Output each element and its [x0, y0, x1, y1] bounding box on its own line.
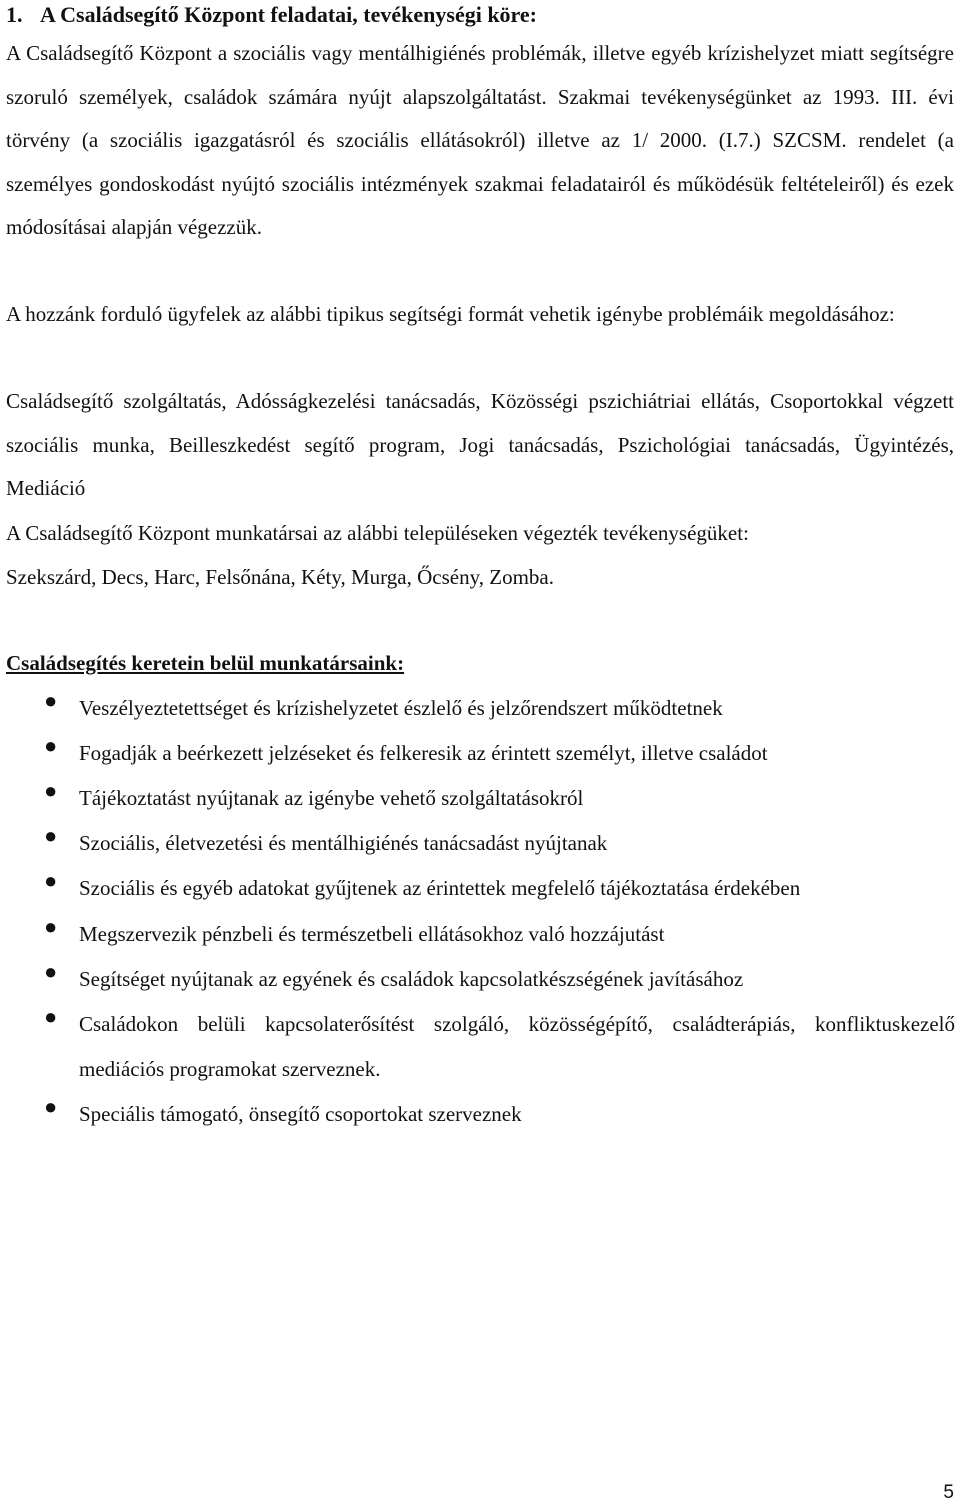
list-item-text: Családokon belüli kapcsolaterősítést szolgáló, közösségépítő, családterápiás, konfliktuskezelő mediációs programokat szerveznek.: [79, 1012, 955, 1081]
bullet-icon: ●: [44, 778, 58, 803]
settlements-intro: A Családsegítő Központ munkatársai az alábbi településeken végezték tevékenységüket:: [6, 521, 749, 545]
list-item-text: Speciális támogató, önsegítő csoportokat szerveznek: [79, 1102, 522, 1126]
list-item-text: Szociális, életvezetési és mentálhigiénés tanácsadást nyújtanak: [79, 831, 608, 855]
section-number: 1.: [6, 2, 23, 27]
list-item-text: Fogadják a beérkezett jelzéseket és felkeresik az érintett személyt, illetve családot: [79, 741, 768, 765]
list-item-text: Segítséget nyújtanak az egyének és családok kapcsolatkészségének javításához: [79, 967, 744, 991]
bullet-icon: ●: [44, 823, 58, 848]
list-item-text: Veszélyeztetettséget és krízishelyzetet észlelő és jelzőrendszert működtetnek: [79, 696, 723, 720]
settlements-list: Szekszárd, Decs, Harc, Felsőnána, Kéty, Murga, Őcsény, Zomba.: [6, 565, 554, 589]
services-paragraph: Családsegítő szolgáltatás, Adósságkezelési tanácsadás, Közösségi pszichiátriai ellátás, Csoportokkal végzett szociális munka, Beilleszkedést segítő program, Jogi tanácsadás, Pszichológiai tanácsadás, Ügyintézés, Mediáció: [6, 389, 954, 500]
bullet-icon: ●: [44, 1094, 58, 1119]
page-number: 5: [943, 1482, 954, 1503]
bullet-icon: ●: [44, 1004, 58, 1029]
bullet-icon: ●: [44, 868, 58, 893]
clients-paragraph: A hozzánk forduló ügyfelek az alábbi tipikus segítségi formát vehetik igénybe problémáik megoldásához:: [6, 302, 895, 326]
list-item-text: Megszervezik pénzbeli és természetbeli ellátásokhoz való hozzájutást: [79, 922, 665, 946]
staff-section-title: Családsegítés keretein belül munkatársaink:: [6, 651, 405, 675]
list-item-text: Tájékoztatást nyújtanak az igénybe vehető szolgáltatásokról: [79, 786, 584, 810]
list-item-text: Szociális és egyéb adatokat gyűjtenek az érintettek megfelelő tájékoztatása érdekében: [79, 876, 801, 900]
bullet-icon: ●: [44, 959, 58, 984]
bullet-icon: ●: [44, 914, 58, 939]
section-heading: [6, 0, 537, 30]
bullet-icon: ●: [44, 733, 58, 758]
bullet-icon: ●: [44, 688, 58, 713]
section-title: A Családsegítő Központ feladatai, tevékenységi köre:: [40, 2, 538, 27]
intro-paragraph: A Családsegítő Központ a szociális vagy mentálhigiénés problémák, illetve egyéb krízishelyzet miatt segítségre szoruló személyek, családok számára nyújt alapszolgáltatást. Szakmai tevékenységünket az 1993. III. évi törvény (a szociális igazgatásról és szociális ellátásokról) illetve az 1/ 2000. (I.7.) SZCSM. rendelet (a személyes gondoskodást nyújtó szociális intézmények szakmai feladatairól és működésük feltételeiről) és ezek módosításai alapján végezzük.: [6, 41, 954, 239]
